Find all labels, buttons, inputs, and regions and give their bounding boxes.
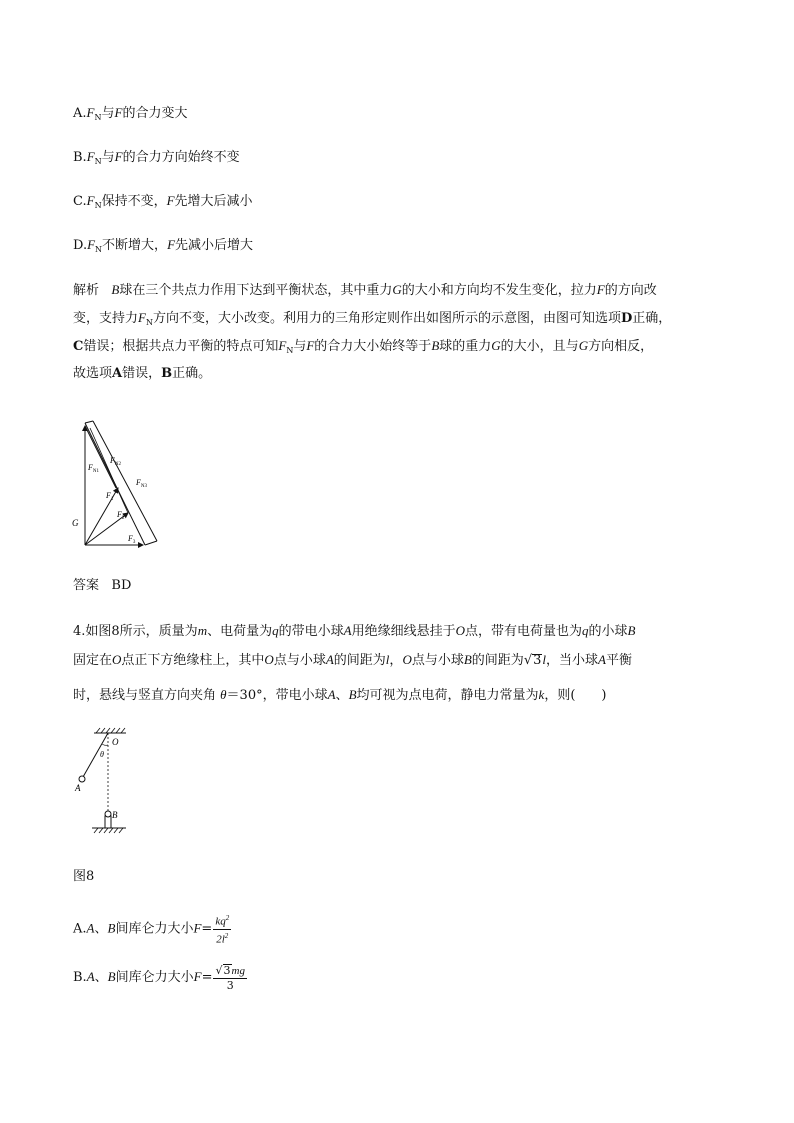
fraction-a: $\frac{kq^2}{2l^2}$: [215, 914, 230, 946]
label-f2: F: [117, 510, 122, 519]
question4-line-2: 固定在O点正下方绝缘柱上，其中O点与小球A的间距为l，O点与小球B的间距为√3l，当小球A平衡: [73, 652, 632, 668]
label-f2-sub: 2: [121, 516, 125, 521]
option-d-prev: $D.F_N$不断增大，F先减小后增大: [73, 237, 254, 254]
label-fn1: F: [88, 463, 93, 472]
column: [105, 816, 111, 828]
pendulum-figure: [70, 727, 140, 842]
label-f3: F: [128, 534, 133, 543]
board-right-edge: [93, 421, 157, 541]
analysis-line-1: 解析 B球在三个共点力作用下达到平衡状态，其中重力G的大小和方向均不发生变化，拉力F的方向改: [73, 282, 657, 298]
ball-b: [105, 811, 111, 817]
label-fn1-sub: N1: [92, 469, 100, 474]
question4-line-3: 时，悬线与竖直方向夹角 θ＝30°，带电小球A、B均可视为点电荷，静电力常量为k，则( ): [73, 687, 607, 703]
option-b-prev: $B.F_N$与F的合力方向始终不变: [73, 149, 240, 166]
option-a-q4: A.A、B间库仑力大小F= $\frac{kq^2}{2l^2}$: [73, 914, 230, 946]
ball-a: [79, 776, 85, 782]
label-fn2: F: [110, 456, 115, 465]
svg-text:FN2: [109, 456, 122, 467]
analysis-line-3: C错误；根据共点力平衡的特点可知$F_N$与F的合力大小始终等于B球的重力G的大小，且与G方向相反，: [73, 338, 654, 355]
label-theta: θ: [100, 750, 104, 759]
svg-text:FN1: [87, 463, 100, 474]
analysis-line-4: 故选项A错误，B正确。: [73, 366, 212, 381]
board-top: [85, 421, 93, 423]
label-b: B: [112, 810, 118, 820]
svg-text:F3: [127, 534, 136, 545]
svg-text:F1: [105, 491, 114, 502]
string: [83, 733, 108, 777]
option-b-q4: B.A、B间库仑力大小F= $\frac{√3mg}{3}$: [73, 963, 245, 992]
figure8-caption: 图8: [73, 869, 95, 884]
question4-line-1: 4.如图8所示，质量为m、电荷量为q的带电小球A用绝缘细线悬挂于O点，带有电荷量也为q的小球B: [73, 623, 636, 639]
label-f1-sub: 1: [110, 497, 114, 502]
label-f3-sub: 3: [132, 540, 136, 545]
ground-hatch: [94, 828, 123, 833]
label-fn3-sub: N3: [140, 484, 148, 489]
board-bottom: [145, 541, 157, 545]
label-o: O: [112, 737, 119, 747]
label-fn2-sub: N2: [114, 462, 122, 467]
label-f1: F: [106, 491, 111, 500]
label-fn3: F: [136, 478, 141, 487]
force-triangle-figure: [70, 418, 170, 553]
option-c-prev: $C.F_N$保持不变，F先增大后减小: [73, 193, 253, 210]
label-g: G: [72, 518, 79, 528]
angle-arc: [102, 744, 108, 745]
ceiling-hatch: [96, 728, 125, 733]
label-a: A: [75, 783, 81, 793]
fraction-b: $\frac{√3mg}{3}$: [215, 963, 245, 992]
svg-text:F2: [116, 510, 125, 521]
analysis-line-2: 变，支持力$F_N$方向不变，大小改变。利用力的三角形定则作出如图所示的示意图，由图可知选项D正确，: [73, 310, 672, 327]
option-a-prev: $A.F_N$与F的合力变大: [73, 105, 188, 122]
svg-text:FN3: [135, 478, 148, 489]
answer-line: 答案 BD: [73, 578, 132, 593]
